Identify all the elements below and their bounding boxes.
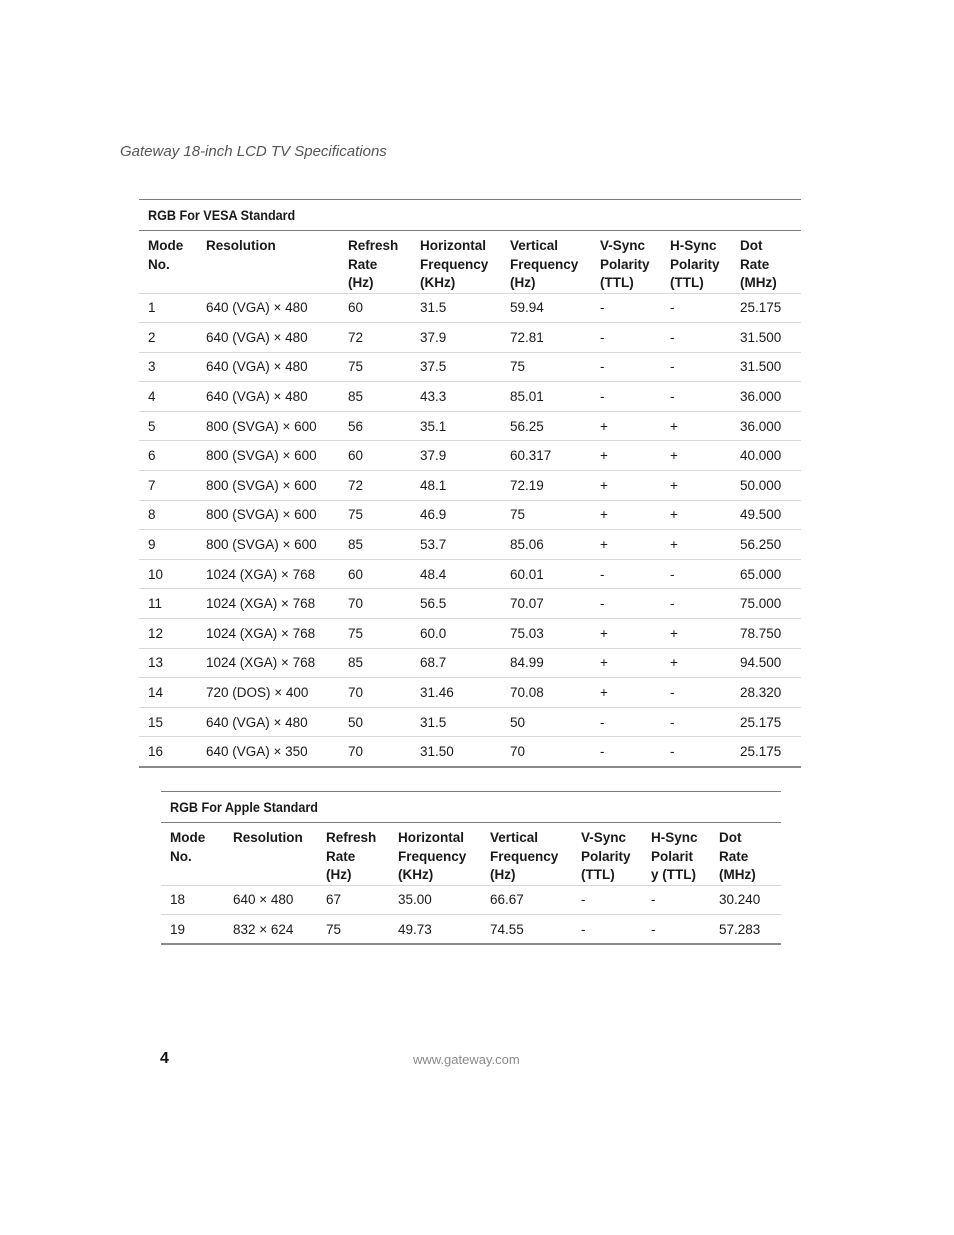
cell-dot-rate: 65.000 — [731, 559, 801, 589]
cell-h-sync-polarity: - — [661, 382, 731, 412]
cell-mode-no: 16 — [139, 737, 197, 767]
table-row — [139, 678, 801, 708]
cell-dot-rate: 50.000 — [731, 471, 801, 501]
cell-mode-no: 9 — [139, 530, 197, 560]
cell-mode-no: 8 — [139, 500, 197, 530]
header-resolution: Resolution — [206, 238, 276, 253]
cell-v-sync-polarity: + — [591, 471, 661, 501]
cell-v-sync-polarity: + — [591, 619, 661, 649]
header-v-sync-polarity: V-Sync Polarity (TTL) — [581, 830, 631, 882]
table-row — [139, 293, 801, 323]
cell-resolution: 640 (VGA) × 350 — [197, 737, 339, 767]
cell-h-sync-polarity: + — [661, 471, 731, 501]
table-row — [139, 323, 801, 353]
cell-refresh-rate: 75 — [339, 619, 411, 649]
table-title-row — [161, 792, 781, 823]
cell-vertical-frequency: 72.19 — [501, 471, 591, 501]
cell-horizontal-frequency: 37.9 — [411, 441, 501, 471]
table-row — [139, 411, 801, 441]
cell-h-sync-polarity: - — [642, 915, 710, 945]
table-row — [139, 382, 801, 412]
cell-refresh-rate: 70 — [339, 678, 411, 708]
cell-dot-rate: 25.175 — [731, 707, 801, 737]
cell-refresh-rate: 85 — [339, 382, 411, 412]
cell-vertical-frequency: 72.81 — [501, 323, 591, 353]
cell-resolution: 640 (VGA) × 480 — [197, 323, 339, 353]
cell-h-sync-polarity: + — [661, 530, 731, 560]
cell-resolution: 800 (SVGA) × 600 — [197, 471, 339, 501]
cell-h-sync-polarity: + — [661, 619, 731, 649]
cell-dot-rate: 75.000 — [731, 589, 801, 619]
cell-vertical-frequency: 75.03 — [501, 619, 591, 649]
cell-resolution: 640 (VGA) × 480 — [197, 293, 339, 323]
cell-mode-no: 1 — [139, 293, 197, 323]
cell-refresh-rate: 60 — [339, 293, 411, 323]
header-horizontal-frequency: Horizontal Frequency (KHz) — [420, 238, 489, 290]
table-row — [139, 559, 801, 589]
cell-vertical-frequency: 75 — [501, 352, 591, 382]
header-resolution: Resolution — [233, 830, 303, 845]
cell-dot-rate: 56.250 — [731, 530, 801, 560]
header-mode-no: Mode No. — [148, 238, 184, 272]
cell-h-sync-polarity: - — [661, 707, 731, 737]
cell-h-sync-polarity: + — [661, 648, 731, 678]
cell-refresh-rate: 72 — [339, 471, 411, 501]
cell-resolution: 1024 (XGA) × 768 — [197, 589, 339, 619]
cell-mode-no: 15 — [139, 707, 197, 737]
cell-v-sync-polarity: - — [591, 707, 661, 737]
cell-mode-no: 14 — [139, 678, 197, 708]
cell-h-sync-polarity: - — [661, 589, 731, 619]
cell-horizontal-frequency: 35.00 — [389, 885, 481, 915]
header-dot-rate: Dot Rate (MHz) — [719, 830, 756, 882]
cell-vertical-frequency: 84.99 — [501, 648, 591, 678]
cell-h-sync-polarity: + — [661, 411, 731, 441]
cell-refresh-rate: 70 — [339, 589, 411, 619]
table-row — [139, 589, 801, 619]
header-h-sync-polarity: H-Sync Polarity (TTL) — [670, 238, 720, 290]
cell-resolution: 1024 (XGA) × 768 — [197, 648, 339, 678]
table-row — [139, 619, 801, 649]
table-header-row — [139, 231, 801, 294]
cell-horizontal-frequency: 31.46 — [411, 678, 501, 708]
cell-v-sync-polarity: + — [591, 441, 661, 471]
table-row — [139, 707, 801, 737]
cell-refresh-rate: 75 — [339, 352, 411, 382]
header-vertical-frequency: Vertical Frequency (Hz) — [490, 830, 559, 882]
cell-horizontal-frequency: 46.9 — [411, 500, 501, 530]
cell-v-sync-polarity: + — [591, 530, 661, 560]
cell-horizontal-frequency: 48.1 — [411, 471, 501, 501]
cell-mode-no: 12 — [139, 619, 197, 649]
cell-mode-no: 2 — [139, 323, 197, 353]
cell-resolution: 640 (VGA) × 480 — [197, 707, 339, 737]
cell-v-sync-polarity: + — [591, 500, 661, 530]
cell-horizontal-frequency: 43.3 — [411, 382, 501, 412]
cell-refresh-rate: 60 — [339, 441, 411, 471]
cell-dot-rate: 36.000 — [731, 411, 801, 441]
table-row — [139, 737, 801, 767]
cell-mode-no: 18 — [161, 885, 224, 915]
table-row — [161, 885, 781, 915]
cell-v-sync-polarity: - — [591, 589, 661, 619]
header-v-sync-polarity: V-Sync Polarity (TTL) — [600, 238, 650, 290]
vesa-standard-table — [139, 199, 801, 768]
header-mode-no: Mode No. — [170, 830, 206, 864]
cell-refresh-rate: 56 — [339, 411, 411, 441]
table-row — [139, 352, 801, 382]
header-h-sync-polarity: H-Sync Polarit y (TTL) — [651, 830, 698, 882]
cell-resolution: 800 (SVGA) × 600 — [197, 411, 339, 441]
cell-mode-no: 5 — [139, 411, 197, 441]
cell-mode-no: 11 — [139, 589, 197, 619]
table-row — [139, 471, 801, 501]
cell-h-sync-polarity: - — [661, 678, 731, 708]
cell-vertical-frequency: 70.07 — [501, 589, 591, 619]
cell-refresh-rate: 50 — [339, 707, 411, 737]
cell-mode-no: 6 — [139, 441, 197, 471]
cell-refresh-rate: 70 — [339, 737, 411, 767]
cell-dot-rate: 78.750 — [731, 619, 801, 649]
cell-dot-rate: 36.000 — [731, 382, 801, 412]
table-title: RGB For Apple Standard — [161, 792, 781, 823]
cell-horizontal-frequency: 60.0 — [411, 619, 501, 649]
table-row — [139, 441, 801, 471]
cell-horizontal-frequency: 37.5 — [411, 352, 501, 382]
cell-resolution: 1024 (XGA) × 768 — [197, 559, 339, 589]
cell-horizontal-frequency: 48.4 — [411, 559, 501, 589]
running-head: Gateway 18-inch LCD TV Specifications — [120, 143, 387, 160]
cell-vertical-frequency: 59.94 — [501, 293, 591, 323]
cell-resolution: 640 (VGA) × 480 — [197, 382, 339, 412]
cell-resolution: 640 × 480 — [224, 885, 317, 915]
cell-v-sync-polarity: - — [591, 737, 661, 767]
header-horizontal-frequency: Horizontal Frequency (KHz) — [398, 830, 467, 882]
table-row — [139, 500, 801, 530]
cell-dot-rate: 28.320 — [731, 678, 801, 708]
cell-refresh-rate: 75 — [317, 915, 389, 945]
apple-standard-table — [161, 791, 781, 945]
cell-resolution: 800 (SVGA) × 600 — [197, 441, 339, 471]
cell-v-sync-polarity: - — [591, 323, 661, 353]
cell-vertical-frequency: 85.06 — [501, 530, 591, 560]
cell-refresh-rate: 85 — [339, 530, 411, 560]
cell-horizontal-frequency: 53.7 — [411, 530, 501, 560]
cell-mode-no: 4 — [139, 382, 197, 412]
table-title-row — [139, 200, 801, 231]
cell-resolution: 832 × 624 — [224, 915, 317, 945]
cell-v-sync-polarity: - — [591, 559, 661, 589]
header-vertical-frequency: Vertical Frequency (Hz) — [510, 238, 579, 290]
cell-dot-rate: 25.175 — [731, 293, 801, 323]
cell-h-sync-polarity: + — [661, 441, 731, 471]
cell-refresh-rate: 60 — [339, 559, 411, 589]
cell-h-sync-polarity: - — [661, 559, 731, 589]
cell-mode-no: 3 — [139, 352, 197, 382]
cell-vertical-frequency: 70.08 — [501, 678, 591, 708]
cell-h-sync-polarity: - — [661, 323, 731, 353]
cell-dot-rate: 94.500 — [731, 648, 801, 678]
footer-url: www.gateway.com — [413, 1052, 520, 1067]
page-number: 4 — [160, 1050, 169, 1067]
cell-dot-rate: 31.500 — [731, 323, 801, 353]
cell-vertical-frequency: 50 — [501, 707, 591, 737]
cell-mode-no: 7 — [139, 471, 197, 501]
cell-resolution: 1024 (XGA) × 768 — [197, 619, 339, 649]
cell-vertical-frequency: 56.25 — [501, 411, 591, 441]
cell-vertical-frequency: 66.67 — [481, 885, 572, 915]
header-refresh-rate: Refresh Rate (Hz) — [348, 238, 399, 290]
cell-mode-no: 13 — [139, 648, 197, 678]
cell-refresh-rate: 75 — [339, 500, 411, 530]
table-row — [139, 648, 801, 678]
cell-resolution: 720 (DOS) × 400 — [197, 678, 339, 708]
cell-h-sync-polarity: - — [661, 737, 731, 767]
table-header-row — [161, 823, 781, 886]
cell-horizontal-frequency: 37.9 — [411, 323, 501, 353]
cell-dot-rate: 25.175 — [731, 737, 801, 767]
cell-vertical-frequency: 60.317 — [501, 441, 591, 471]
cell-v-sync-polarity: + — [591, 411, 661, 441]
cell-refresh-rate: 85 — [339, 648, 411, 678]
cell-v-sync-polarity: + — [591, 678, 661, 708]
header-refresh-rate: Refresh Rate (Hz) — [326, 830, 377, 882]
cell-vertical-frequency: 70 — [501, 737, 591, 767]
cell-dot-rate: 57.283 — [710, 915, 781, 945]
header-dot-rate: Dot Rate (MHz) — [740, 238, 777, 290]
cell-resolution: 640 (VGA) × 480 — [197, 352, 339, 382]
cell-vertical-frequency: 74.55 — [481, 915, 572, 945]
cell-horizontal-frequency: 68.7 — [411, 648, 501, 678]
cell-horizontal-frequency: 49.73 — [389, 915, 481, 945]
cell-h-sync-polarity: - — [661, 293, 731, 323]
cell-vertical-frequency: 60.01 — [501, 559, 591, 589]
cell-mode-no: 19 — [161, 915, 224, 945]
cell-mode-no: 10 — [139, 559, 197, 589]
table-row — [161, 915, 781, 945]
cell-resolution: 800 (SVGA) × 600 — [197, 500, 339, 530]
cell-h-sync-polarity: + — [661, 500, 731, 530]
cell-horizontal-frequency: 31.5 — [411, 293, 501, 323]
cell-h-sync-polarity: - — [661, 352, 731, 382]
cell-refresh-rate: 72 — [339, 323, 411, 353]
cell-horizontal-frequency: 35.1 — [411, 411, 501, 441]
cell-h-sync-polarity: - — [642, 885, 710, 915]
cell-v-sync-polarity: - — [591, 352, 661, 382]
cell-resolution: 800 (SVGA) × 600 — [197, 530, 339, 560]
cell-horizontal-frequency: 31.5 — [411, 707, 501, 737]
table-title: RGB For VESA Standard — [139, 200, 801, 231]
cell-dot-rate: 40.000 — [731, 441, 801, 471]
cell-dot-rate: 49.500 — [731, 500, 801, 530]
cell-vertical-frequency: 75 — [501, 500, 591, 530]
cell-v-sync-polarity: - — [572, 915, 642, 945]
cell-horizontal-frequency: 31.50 — [411, 737, 501, 767]
cell-dot-rate: 31.500 — [731, 352, 801, 382]
cell-v-sync-polarity: - — [591, 293, 661, 323]
cell-v-sync-polarity: - — [572, 885, 642, 915]
cell-dot-rate: 30.240 — [710, 885, 781, 915]
cell-v-sync-polarity: - — [591, 382, 661, 412]
cell-vertical-frequency: 85.01 — [501, 382, 591, 412]
cell-refresh-rate: 67 — [317, 885, 389, 915]
cell-horizontal-frequency: 56.5 — [411, 589, 501, 619]
table-row — [139, 530, 801, 560]
cell-v-sync-polarity: + — [591, 648, 661, 678]
